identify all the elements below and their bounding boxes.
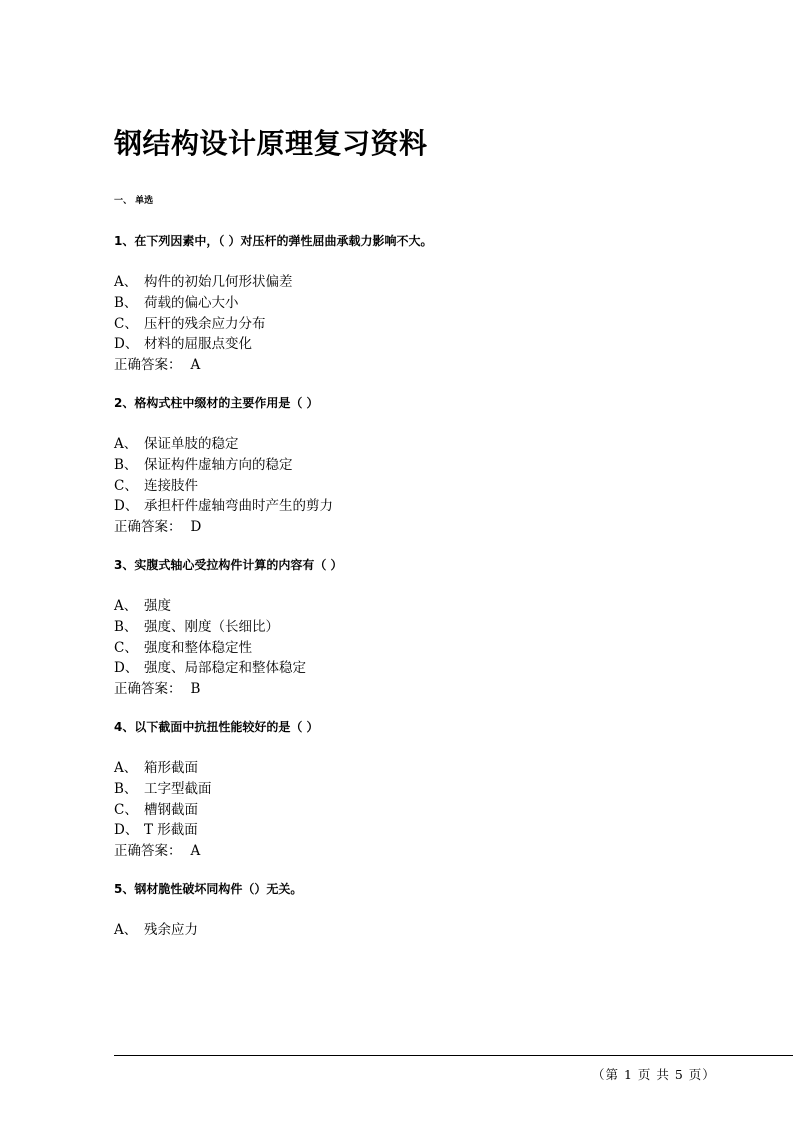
option-text: 工字型截面 [144, 780, 212, 797]
option-text: 强度和整体稳定性 [144, 639, 252, 656]
option-letter: A、 [114, 922, 138, 938]
option-text: 材料的屈服点变化 [144, 336, 252, 353]
option-letter: A、 [114, 598, 138, 614]
question-title: 5、钢材脆性破坏同构件（）无关。 [114, 882, 303, 896]
option-letter: B、 [114, 780, 138, 797]
option-text: 承担杆件虚轴弯曲时产生的剪力 [144, 498, 333, 515]
option-text: 构件的初始几何形状偏差 [144, 274, 293, 290]
option-d [114, 820, 754, 841]
correct-answer [114, 517, 754, 538]
option-c [114, 314, 754, 335]
option-c [114, 800, 754, 821]
option-letter: B、 [114, 294, 138, 311]
option-text: 强度、刚度（长细比） [144, 618, 279, 635]
answer-value: A [190, 357, 201, 374]
option-d [114, 334, 754, 355]
option-letter: C、 [114, 315, 138, 332]
option-letter: B、 [114, 618, 138, 635]
option-text: 保证单肢的稳定 [144, 436, 239, 452]
question-title: 2、格构式柱中缀材的主要作用是（ ） [114, 396, 319, 410]
option-text: 连接肢件 [144, 477, 198, 494]
correct-answer [114, 841, 754, 862]
option-b [114, 455, 754, 476]
option-letter: D、 [114, 336, 139, 353]
option-a [114, 272, 754, 293]
question-title: 3、实腹式轴心受拉构件计算的内容有（ ） [114, 558, 343, 572]
option-text: 强度、局部稳定和整体稳定 [144, 660, 306, 677]
option-a [114, 596, 754, 617]
section-heading: 一、 单选 [114, 196, 154, 206]
option-b [114, 293, 754, 314]
option-text: T 形截面 [144, 822, 198, 839]
option-text: 箱形截面 [144, 760, 198, 776]
option-c [114, 638, 754, 659]
option-letter: C、 [114, 801, 138, 818]
question-2 [114, 394, 754, 538]
question-5 [114, 880, 754, 941]
option-letter: C、 [114, 639, 138, 656]
option-letter: D、 [114, 822, 139, 839]
option-c [114, 476, 754, 497]
page-indicator: （第 1 页 共 5 页） [592, 1067, 716, 1082]
option-d [114, 496, 754, 517]
footer-divider [114, 1055, 793, 1056]
answer-value: D [190, 519, 202, 536]
option-letter: C、 [114, 477, 138, 494]
correct-answer [114, 679, 754, 700]
option-text: 荷载的偏心大小 [144, 294, 239, 311]
option-b [114, 779, 754, 800]
answer-label: 正确答案： [114, 357, 182, 374]
option-letter: A、 [114, 436, 138, 452]
answer-value: B [190, 681, 201, 698]
option-letter: A、 [114, 760, 138, 776]
question-3 [114, 556, 754, 700]
answer-value: A [190, 843, 201, 860]
option-a [114, 434, 754, 455]
answer-label: 正确答案： [114, 519, 182, 536]
option-letter: A、 [114, 274, 138, 290]
option-letter: D、 [114, 498, 139, 515]
document-title: 钢结构设计原理复习资料 [114, 127, 428, 160]
correct-answer [114, 355, 754, 376]
option-d [114, 658, 754, 679]
question-title: 1、在下列因素中，（ ）对压杆的弹性屈曲承载力影响不大。 [114, 234, 433, 248]
option-b [114, 617, 754, 638]
question-title: 4、以下截面中抗扭性能较好的是（ ） [114, 720, 319, 734]
option-text: 槽钢截面 [144, 801, 198, 818]
option-text: 残余应力 [144, 922, 198, 938]
option-a [114, 758, 754, 779]
option-letter: B、 [114, 456, 138, 473]
option-text: 强度 [144, 598, 171, 614]
answer-label: 正确答案： [114, 843, 182, 860]
option-text: 保证构件虚轴方向的稳定 [144, 456, 293, 473]
question-1 [114, 232, 754, 376]
option-letter: D、 [114, 660, 139, 677]
option-text: 压杆的残余应力分布 [144, 315, 266, 332]
answer-label: 正确答案： [114, 681, 182, 698]
question-4 [114, 718, 754, 862]
option-a [114, 920, 754, 941]
